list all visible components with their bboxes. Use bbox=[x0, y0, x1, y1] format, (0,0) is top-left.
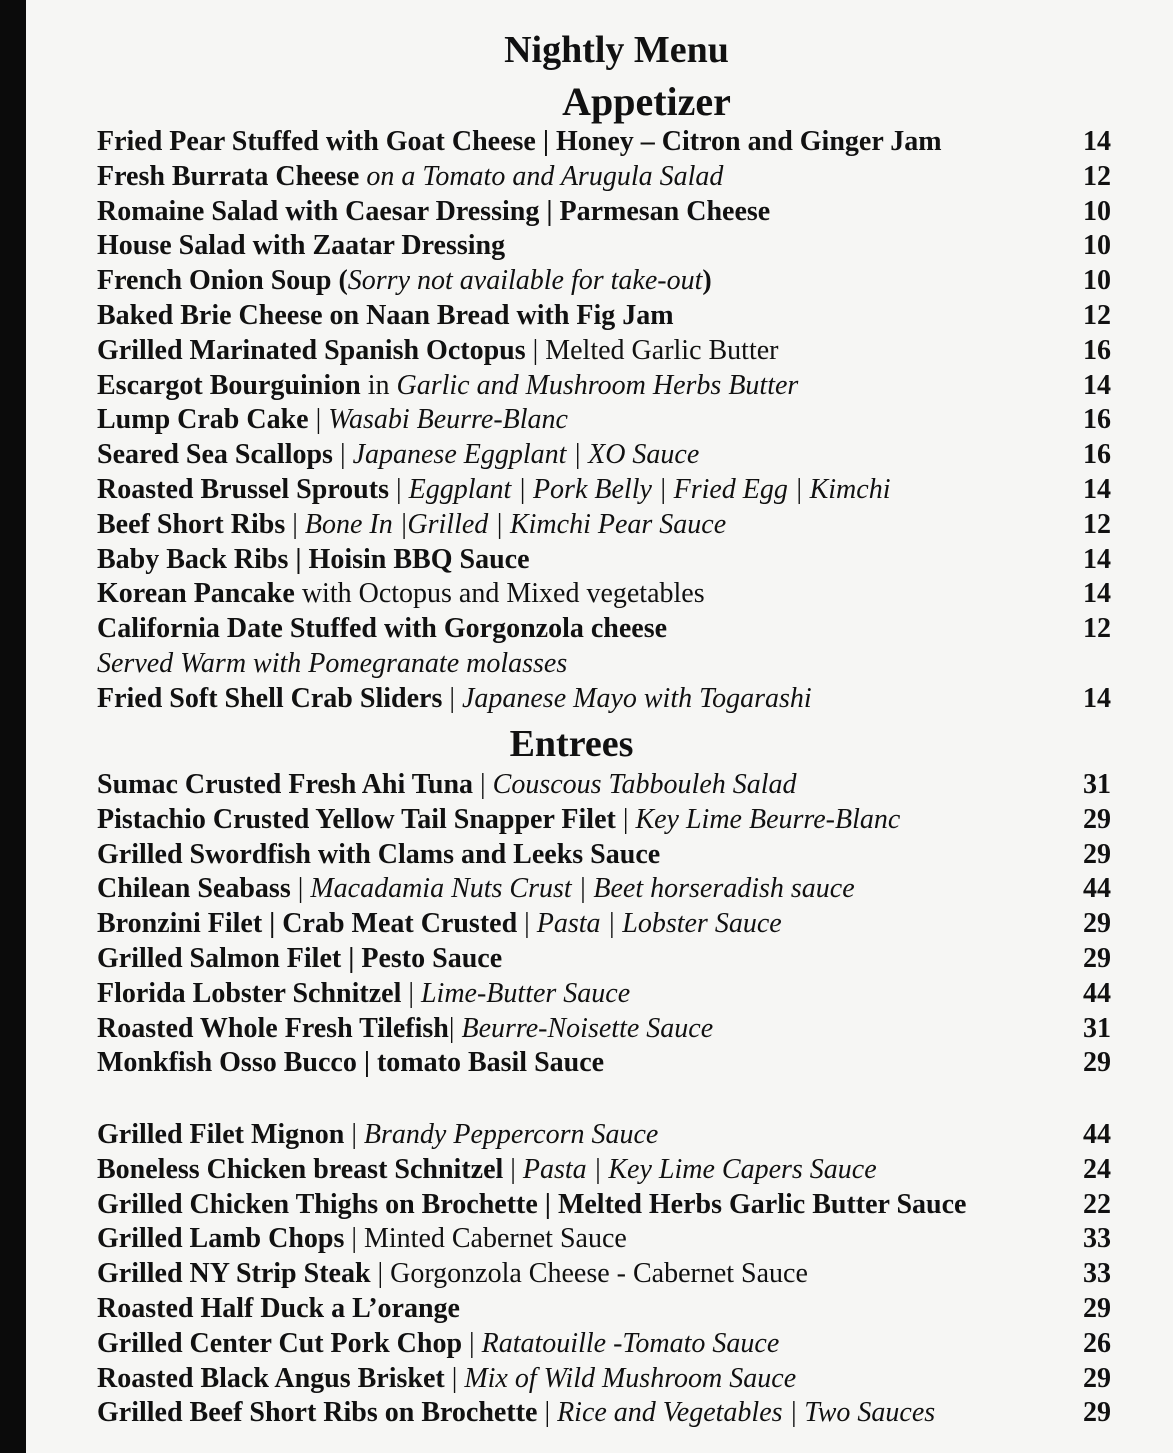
dish-price: 16 bbox=[1083, 335, 1111, 366]
dish-name: Roasted Brussel Sprouts bbox=[97, 474, 389, 505]
dish-name: Grilled Chicken Thighs on Brochette | Melted Herbs Garlic Butter Sauce bbox=[97, 1189, 967, 1220]
entree-meat-item bbox=[97, 1222, 1111, 1256]
dish-description: Macadamia Nuts Crust | Beet horseradish sauce bbox=[310, 873, 855, 904]
appetizer-item bbox=[97, 403, 1111, 437]
dish-description: Ratatouille -Tomato Sauce bbox=[481, 1328, 780, 1359]
dish-name: Baked Brie Cheese on Naan Bread with Fig Jam bbox=[97, 300, 674, 331]
appetizer-item bbox=[97, 508, 1111, 542]
entree-seafood-item bbox=[97, 1046, 1111, 1080]
dish-description: Lime-Butter Sauce bbox=[420, 978, 631, 1009]
dish-price: 29 bbox=[1083, 1047, 1111, 1078]
dish-name: Fried Pear Stuffed with Goat Cheese | Honey – Citron and Ginger Jam bbox=[97, 126, 942, 157]
dish-description: Japanese Mayo with Togarashi bbox=[461, 683, 812, 714]
dish-name: Boneless Chicken breast Schnitzel bbox=[97, 1154, 504, 1185]
dish-description: Wasabi Beurre-Blanc bbox=[328, 404, 568, 435]
dish-price: 16 bbox=[1083, 404, 1111, 435]
dish-price: 10 bbox=[1083, 230, 1111, 261]
entree-seafood-item bbox=[97, 803, 1111, 837]
dish-name: Fried Soft Shell Crab Sliders bbox=[97, 683, 443, 714]
dish-price: 12 bbox=[1083, 161, 1111, 192]
dish-separator: | bbox=[332, 439, 353, 470]
entree-meat-item bbox=[97, 1396, 1111, 1430]
dish-price: 14 bbox=[1083, 683, 1111, 714]
dish-price: 29 bbox=[1083, 1363, 1111, 1394]
entree-meat-item bbox=[97, 1153, 1111, 1187]
dish-description: Beurre-Noisette Sauce bbox=[461, 1013, 714, 1044]
dish-price: 31 bbox=[1083, 1013, 1111, 1044]
dish-name: Sumac Crusted Fresh Ahi Tuna bbox=[97, 769, 474, 800]
dish-name: Seared Sea Scallops bbox=[97, 439, 333, 470]
entree-seafood-item bbox=[97, 907, 1111, 941]
dish-price: 12 bbox=[1083, 300, 1111, 331]
appetizer-item bbox=[97, 334, 1111, 368]
entree-meat-item bbox=[97, 1188, 1111, 1222]
dish-name: Roasted Half Duck a L’orange bbox=[97, 1293, 460, 1324]
dish-name: Grilled Marinated Spanish Octopus bbox=[97, 335, 526, 366]
dish-price: 29 bbox=[1083, 908, 1111, 939]
dish-price: 29 bbox=[1083, 804, 1111, 835]
dish-name: Grilled Beef Short Ribs on Brochette bbox=[97, 1397, 538, 1428]
appetizer-heading: Appetizer bbox=[562, 79, 731, 124]
dish-separator: | bbox=[285, 509, 305, 540]
dish-separator: | bbox=[448, 1013, 462, 1044]
dish-price: 29 bbox=[1083, 1293, 1111, 1324]
dish-price: 14 bbox=[1083, 370, 1111, 401]
dish-description: Pasta | Key Lime Capers Sauce bbox=[522, 1154, 877, 1185]
dish-price: 33 bbox=[1083, 1258, 1111, 1289]
dish-price: 14 bbox=[1083, 126, 1111, 157]
dish-price: 26 bbox=[1083, 1328, 1111, 1359]
dish-name: Bronzini Filet | Crab Meat Crusted bbox=[97, 908, 518, 939]
dish-price: 10 bbox=[1083, 196, 1111, 227]
dish-separator: | bbox=[537, 1397, 558, 1428]
appetizer-item bbox=[97, 160, 1111, 194]
appetizer-item bbox=[97, 369, 1111, 403]
dish-price: 24 bbox=[1083, 1154, 1111, 1185]
dish-price: 29 bbox=[1083, 1397, 1111, 1428]
dish-price: 10 bbox=[1083, 265, 1111, 296]
dish-name: Monkfish Osso Bucco | tomato Basil Sauce bbox=[97, 1047, 605, 1078]
dish-separator: | bbox=[308, 404, 329, 435]
dish-price: 22 bbox=[1083, 1189, 1111, 1220]
dish-price: 14 bbox=[1083, 544, 1111, 575]
dish-separator: | Melted Garlic Butter bbox=[525, 335, 779, 366]
dish-price: 29 bbox=[1083, 943, 1111, 974]
dish-description: Pasta | Lobster Sauce bbox=[536, 908, 782, 939]
entree-meat-item bbox=[97, 1257, 1111, 1291]
dish-separator: | bbox=[517, 908, 537, 939]
entrees-heading: Entrees bbox=[509, 723, 634, 765]
entree-seafood-item bbox=[97, 977, 1111, 1011]
entree-meat-item bbox=[97, 1327, 1111, 1361]
dish-name: French Onion Soup ( bbox=[97, 265, 348, 296]
dish-price: 14 bbox=[1083, 578, 1111, 609]
dish-price: 14 bbox=[1083, 474, 1111, 505]
appetizer-item bbox=[97, 229, 1111, 263]
dish-name: House Salad with Zaatar Dressing bbox=[97, 230, 506, 261]
dish-name: Beef Short Ribs bbox=[97, 509, 286, 540]
dish-separator: | bbox=[401, 978, 421, 1009]
entree-seafood-item bbox=[97, 1012, 1111, 1046]
dish-name: California Date Stuffed with Gorgonzola cheese bbox=[97, 613, 668, 644]
dish-name: Baby Back Ribs | Hoisin BBQ Sauce bbox=[97, 544, 530, 575]
appetizer-item bbox=[97, 612, 1111, 646]
dish-separator: | bbox=[290, 873, 311, 904]
menu-title: Nightly Menu bbox=[504, 29, 729, 71]
entree-meat-item bbox=[97, 1118, 1111, 1152]
dish-name: Roasted Whole Fresh Tilefish bbox=[97, 1013, 449, 1044]
dish-separator: | bbox=[473, 769, 493, 800]
entree-seafood-item bbox=[97, 872, 1111, 906]
dish-separator: | bbox=[442, 683, 462, 714]
dish-description: Garlic and Mushroom Herbs Butter bbox=[396, 370, 799, 401]
dish-name: Roasted Black Angus Brisket bbox=[97, 1363, 445, 1394]
dish-description: Mix of Wild Mushroom Sauce bbox=[464, 1363, 797, 1394]
appetizer-item bbox=[97, 195, 1111, 229]
appetizer-item bbox=[97, 125, 1111, 159]
dish-price: 44 bbox=[1083, 978, 1111, 1009]
dish-name: Grilled Lamb Chops bbox=[97, 1223, 345, 1254]
dish-name: Chilean Seabass bbox=[97, 873, 291, 904]
entree-seafood-item bbox=[97, 942, 1111, 976]
dish-name: Pistachio Crusted Yellow Tail Snapper Filet bbox=[97, 804, 616, 835]
dish-description: Sorry not available for take-out bbox=[347, 265, 703, 296]
dish-separator: | bbox=[503, 1154, 523, 1185]
entree-meat-item bbox=[97, 1292, 1111, 1326]
dish-separator: | Minted Cabernet Sauce bbox=[344, 1223, 627, 1254]
dish-separator: | bbox=[444, 1363, 465, 1394]
dish-price: 12 bbox=[1083, 613, 1111, 644]
dish-price: 29 bbox=[1083, 839, 1111, 870]
dish-separator: | bbox=[344, 1119, 364, 1150]
date-serving-note: Served Warm with Pomegranate molasses bbox=[97, 648, 568, 679]
dish-description: Eggplant | Pork Belly | Fried Egg | Kimchi bbox=[408, 474, 891, 505]
dish-name: Escargot Bourguinion bbox=[97, 370, 361, 401]
dish-description: Key Lime Beurre-Blanc bbox=[635, 804, 901, 835]
dish-name: Lump Crab Cake bbox=[97, 404, 309, 435]
dish-price: 44 bbox=[1083, 873, 1111, 904]
dish-name: Grilled Salmon Filet | Pesto Sauce bbox=[97, 943, 503, 974]
dish-name-tail: ) bbox=[702, 265, 712, 296]
appetizer-item bbox=[97, 577, 1111, 611]
dish-name: Florida Lobster Schnitzel bbox=[97, 978, 402, 1009]
dish-name: Korean Pancake bbox=[97, 578, 295, 609]
dish-price: 33 bbox=[1083, 1223, 1111, 1254]
dish-description: Bone In |Grilled | Kimchi Pear Sauce bbox=[304, 509, 727, 540]
dish-description: Japanese Eggplant | XO Sauce bbox=[352, 439, 700, 470]
dish-name: Romaine Salad with Caesar Dressing | Parmesan Cheese bbox=[97, 196, 771, 227]
dish-name: Grilled NY Strip Steak bbox=[97, 1258, 371, 1289]
dish-description: Brandy Peppercorn Sauce bbox=[363, 1119, 659, 1150]
dish-name: Grilled Center Cut Pork Chop bbox=[97, 1328, 463, 1359]
dish-description: Couscous Tabbouleh Salad bbox=[492, 769, 797, 800]
entree-seafood-item bbox=[97, 768, 1111, 802]
dish-price: 12 bbox=[1083, 509, 1111, 540]
dish-description: Rice and Vegetables | Two Sauces bbox=[557, 1397, 936, 1428]
dish-price: 31 bbox=[1083, 769, 1111, 800]
dish-name: Fresh Burrata Cheese bbox=[97, 161, 360, 192]
dish-description: on a Tomato and Arugula Salad bbox=[359, 161, 724, 192]
appetizer-item bbox=[97, 438, 1111, 472]
dish-name: Grilled Swordfish with Clams and Leeks Sauce bbox=[97, 839, 661, 870]
dish-separator: | bbox=[615, 804, 636, 835]
dish-separator: in bbox=[360, 370, 397, 401]
dish-separator: | Gorgonzola Cheese - Cabernet Sauce bbox=[370, 1258, 808, 1289]
dish-separator: | bbox=[388, 474, 409, 505]
appetizer-item bbox=[97, 473, 1111, 507]
entree-seafood-item bbox=[97, 838, 1111, 872]
appetizer-item bbox=[97, 299, 1111, 333]
dish-price: 16 bbox=[1083, 439, 1111, 470]
dish-name: Grilled Filet Mignon bbox=[97, 1119, 345, 1150]
appetizer-item bbox=[97, 682, 1111, 716]
dish-separator: | bbox=[462, 1328, 482, 1359]
entree-meat-item bbox=[97, 1362, 1111, 1396]
dish-separator: with Octopus and Mixed vegetables bbox=[294, 578, 705, 609]
appetizer-item bbox=[97, 264, 1111, 298]
appetizer-item bbox=[97, 543, 1111, 577]
dish-price: 44 bbox=[1083, 1119, 1111, 1150]
